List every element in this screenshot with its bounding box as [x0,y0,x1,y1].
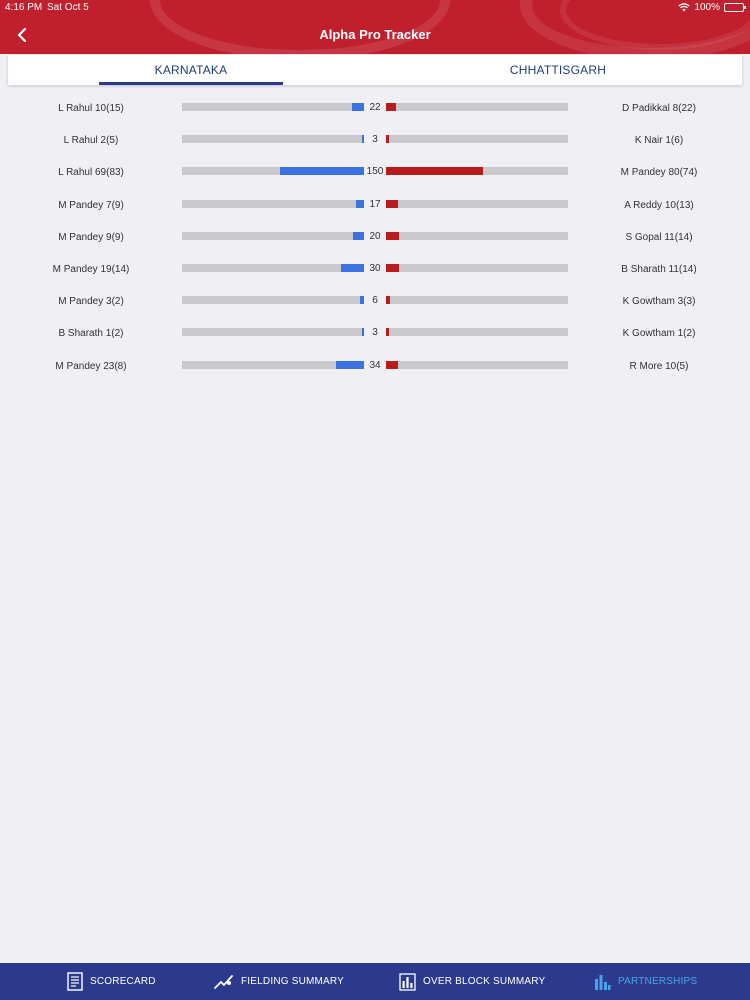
left-batter-name: M Pandey 23(8) [55,361,127,372]
right-batter-name: D Padikkal 8(22) [622,103,696,114]
right-bar-fill [386,200,398,208]
left-bar-fill [356,200,364,208]
page-title: Alpha Pro Tracker [319,27,431,42]
tab-karnataka[interactable]: KARNATAKA [99,55,283,85]
left-bar-fill [352,103,364,111]
right-batter-name: B Sharath 11(14) [621,264,697,275]
left-bar-fill [280,167,364,175]
partnership-total: 3 [372,327,378,338]
right-batter-name: K Nair 1(6) [634,135,684,146]
right-batter-name: K Gowtham 3(3) [622,296,696,307]
left-batter-name: M Pandey 7(9) [58,200,124,211]
nav-fielding-summary[interactable] [214,963,344,1000]
left-bar-track [182,264,364,272]
over-block-icon [399,973,416,991]
nav-label: SCORECARD [90,976,156,987]
wifi-icon [678,3,690,12]
status-right [678,2,744,13]
app-header [0,0,750,54]
right-bar-fill [386,135,389,143]
left-bar-track [182,232,364,240]
left-batter-name: L Rahul 2(5) [63,135,119,146]
partnership-row [0,96,750,120]
partnership-total: 22 [369,102,381,113]
left-batter-name: L Rahul 10(15) [58,103,124,114]
partnership-total: 150 [366,166,384,177]
nav-over-block-summary[interactable] [399,963,545,1000]
left-batter-name: M Pandey 9(9) [58,232,124,243]
right-bar-fill [386,167,483,175]
right-bar-track [386,200,568,208]
partnership-row [0,193,750,217]
nav-label: PARTNERSHIPS [618,976,698,987]
left-batter-name: M Pandey 19(14) [52,264,130,275]
nav-partnerships[interactable] [594,963,697,1000]
right-bar-track [386,232,568,240]
left-bar-fill [336,361,364,369]
left-bar-track [182,361,364,369]
left-bar-track [182,296,364,304]
status-date: Sat Oct 5 [47,2,89,13]
partnership-row [0,321,750,345]
partnership-total: 34 [369,360,381,371]
left-bar-track [182,328,364,336]
right-bar-fill [386,361,398,369]
nav-scorecard[interactable] [67,963,156,1000]
left-bar-fill [341,264,364,272]
battery-percent: 100% [694,2,720,13]
scorecard-icon [67,972,83,991]
left-bar-fill [353,232,364,240]
left-batter-name: B Sharath 1(2) [58,328,124,339]
partnership-row [0,128,750,152]
left-bar-track [182,200,364,208]
right-batter-name: K Gowtham 1(2) [622,328,696,339]
fielding-icon [214,974,234,990]
status-time: 4:16 PM [5,2,43,13]
right-bar-track [386,135,568,143]
left-batter-name: M Pandey 3(2) [58,296,124,307]
partnership-total: 6 [372,295,378,306]
nav-label: FIELDING SUMMARY [241,976,345,987]
right-bar-track [386,103,568,111]
right-bar-fill [386,296,390,304]
partnership-row [0,257,750,281]
partnership-row [0,225,750,249]
team-tabs [8,55,742,85]
partnerships-icon [594,973,611,991]
right-bar-track [386,167,568,175]
right-bar-track [386,361,568,369]
tab-chhattisgarh[interactable]: CHHATTISGARH [509,63,607,77]
left-bar-track [182,167,364,175]
battery-icon [724,3,744,12]
right-batter-name: M Pandey 80(74) [620,167,698,178]
right-bar-track [386,296,568,304]
right-batter-name: S Gopal 11(14) [625,232,693,243]
partnership-row [0,160,750,184]
bottom-nav [0,963,750,1000]
right-bar-fill [386,103,396,111]
partnership-total: 17 [369,199,381,210]
right-bar-fill [386,328,389,336]
partnership-total: 20 [369,231,381,242]
partnership-total: 3 [372,134,378,145]
status-bar [0,0,750,16]
right-batter-name: A Reddy 10(13) [624,200,694,211]
left-batter-name: L Rahul 69(83) [58,167,124,178]
left-bar-track [182,103,364,111]
right-batter-name: R More 10(5) [629,361,689,372]
partnership-row [0,289,750,313]
partnership-total: 30 [369,263,381,274]
right-bar-track [386,264,568,272]
right-bar-fill [386,232,399,240]
nav-label: OVER BLOCK SUMMARY [423,976,546,987]
partnership-row [0,354,750,378]
right-bar-track [386,328,568,336]
right-bar-fill [386,264,399,272]
left-bar-track [182,135,364,143]
